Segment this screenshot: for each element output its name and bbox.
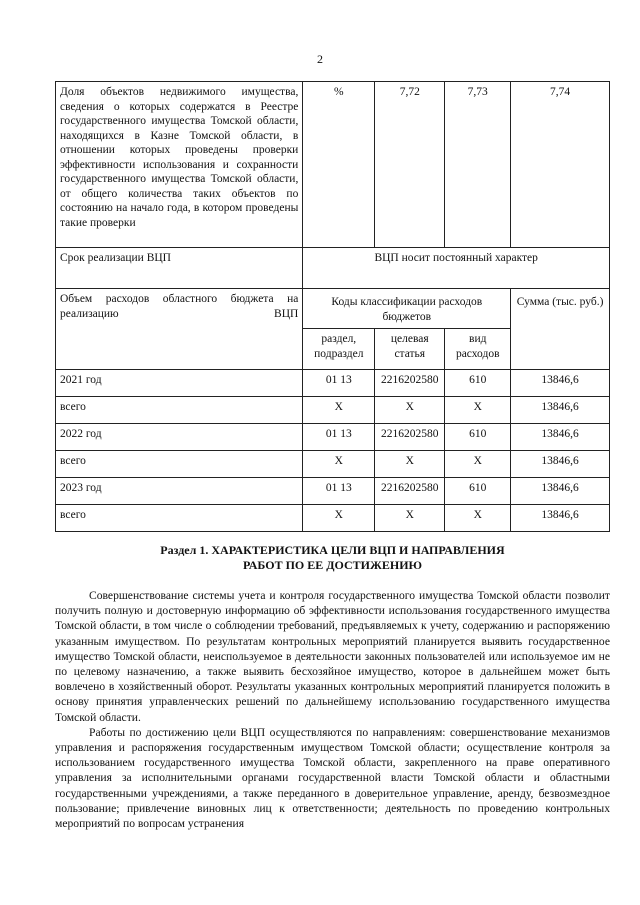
indicator-unit: % [303,82,375,248]
expenses-label: Объем расходов областного бюджета на реализацию ВЦП [56,289,303,370]
sum-header: Сумма (тыс. руб.) [511,289,610,370]
row-sum: 13846,6 [511,451,610,478]
row-kind: 610 [445,370,511,397]
term-value: ВЦП носит постоянный характер [303,248,610,289]
col-target-header: целевая статья [375,329,445,370]
row-kind: 610 [445,478,511,505]
row-section: 01 13 [303,424,375,451]
row-kind: Х [445,451,511,478]
table-row [56,451,610,478]
section-heading-line-1: Раздел 1. ХАРАКТЕРИСТИКА ЦЕЛИ ВЦП И НАПРАВЛЕНИЯ [160,543,505,557]
indicator-value-1: 7,72 [375,82,445,248]
row-kind: Х [445,397,511,424]
section-heading-line-2: РАБОТ ПО ЕЕ ДОСТИЖЕНИЮ [242,558,423,572]
row-label: 2023 год [56,478,303,505]
row-kind: 610 [445,424,511,451]
indicator-row [56,82,610,248]
row-kind: Х [445,505,511,532]
page-number: 2 [317,52,323,66]
row-target: Х [375,397,445,424]
indicator-value-3: 7,74 [511,82,610,248]
row-sum: 13846,6 [511,370,610,397]
program-table [55,81,610,532]
row-section: 01 13 [303,370,375,397]
row-section: Х [303,397,375,424]
table-row [56,397,610,424]
term-row [56,248,610,289]
indicator-label: Доля объектов недвижимого имущества, сведения о которых содержатся в Реестре государственного имущества Томской области, находящихся в Казне Томской области, в отношении которых проведены проверки эффективности использования и сохранности государственного имущества Томской области, от общего количества таких объектов по состоянию на начало года, в котором проведены такие проверки [56,82,303,248]
row-label: 2022 год [56,424,303,451]
row-target: 2216202580 [375,478,445,505]
row-sum: 13846,6 [511,478,610,505]
col-section-header: раздел, подраздел [303,329,375,370]
paragraph-2: Работы по достижению цели ВЦП осуществляются по направлениям: совершенствование механизмов управления и распоряжения государственным имуществом Томской области; осуществление контроля за использованием государственного имущества Томской области, закрепленного на праве оперативного управления за исполнительными органами государственной власти Томской области и областными государственными учреждениями, а также переданного в доверительное управление, аренду, безвозмездное пользование; привлечение виновных лиц к ответственности; деятельность по проведению контрольных мероприятий по вопросам устранения [55,725,610,831]
table-row [56,424,610,451]
row-target: 2216202580 [375,424,445,451]
row-sum: 13846,6 [511,424,610,451]
term-label: Срок реализации ВЦП [56,248,303,289]
row-section: Х [303,451,375,478]
table-row [56,505,610,532]
row-section: 01 13 [303,478,375,505]
row-label: всего [56,451,303,478]
table-row [56,478,610,505]
section-body [55,588,610,831]
row-section: Х [303,505,375,532]
row-sum: 13846,6 [511,505,610,532]
row-target: 2216202580 [375,370,445,397]
expenses-header-row [56,289,610,329]
row-target: Х [375,505,445,532]
paragraph-1: Совершенствование системы учета и контроля государственного имущества Томской области позволит получить полную и достоверную информацию об эффективности использования государственного имущества Томской области, в том числе о соблюдении требований, предъявляемых к учету, содержанию и распоряжению указанным имуществом. По результатам контрольных мероприятий планируется выявить государственное имущество Томской области, неиспользуемое в деятельности законных пользователей или используемое им не по целевому назначению, а также выявить бесхозяйное имущество, которое в дальнейшем может быть вовлечено в хозяйственный оборот. Результаты указанных контрольных мероприятий планируется положить в основу принятия управленческих решений по дальнейшему использованию государственного имущества Томской области. [55,589,610,724]
row-sum: 13846,6 [511,397,610,424]
col-kind-header: вид расходов [445,329,511,370]
table-row [56,370,610,397]
indicator-value-2: 7,73 [445,82,511,248]
section-heading [55,543,610,573]
row-target: Х [375,451,445,478]
row-label: всего [56,505,303,532]
row-label: 2021 год [56,370,303,397]
row-label: всего [56,397,303,424]
codes-header: Коды классификации расходов бюджетов [303,289,511,329]
